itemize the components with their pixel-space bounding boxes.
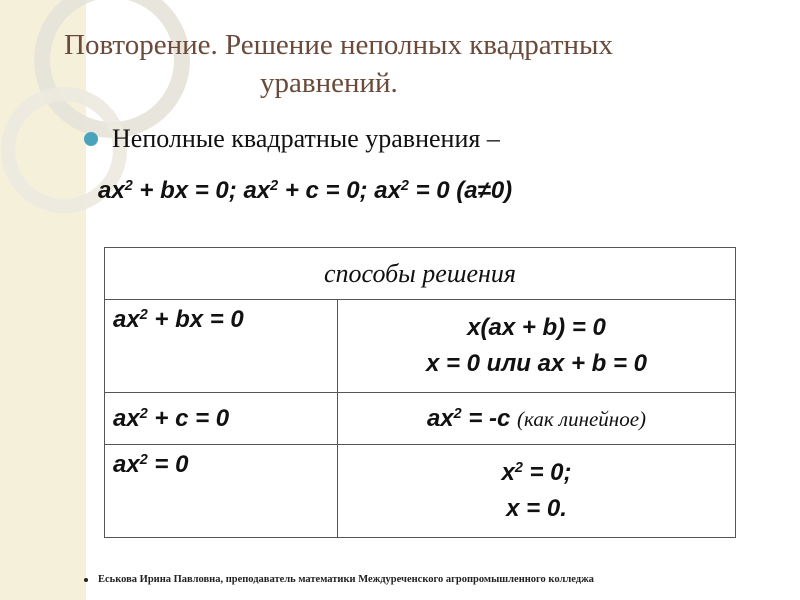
- slide-title: [64, 26, 784, 102]
- footer-credit: [84, 574, 594, 585]
- sol-rest: = 0;: [522, 459, 572, 486]
- solution-cell: [338, 445, 736, 538]
- footer-text: Еськова Ирина Павловна, преподаватель математики Междуреченского агропромышленного колледжа: [98, 574, 594, 585]
- formula-part: + c = 0; ax: [278, 177, 401, 204]
- sol-base: x: [501, 459, 515, 486]
- formula-part: ax: [98, 177, 125, 204]
- solution-cell: [338, 300, 736, 393]
- formula-part: + bx = 0; ax: [132, 177, 271, 204]
- sol-exponent: 2: [453, 405, 462, 422]
- title-line-2: уравнений.: [260, 67, 398, 99]
- eq-rest: + bx = 0: [147, 306, 244, 333]
- formula-line: [98, 177, 512, 205]
- table-row: [105, 393, 736, 445]
- footer-bullet-icon: [84, 578, 88, 582]
- eq-exponent: 2: [139, 452, 148, 469]
- eq-rest: = 0: [147, 451, 189, 478]
- sol-base: ax: [426, 404, 454, 432]
- solution-note: (как линейное): [517, 406, 647, 431]
- eq-base: ax: [113, 404, 140, 432]
- table-row: [105, 300, 736, 393]
- equation-cell: [105, 445, 338, 538]
- sol-rest: = -c: [461, 404, 511, 432]
- table-header: способы решения: [105, 248, 736, 300]
- bullet-dot-icon: [84, 132, 98, 146]
- eq-base: ax: [113, 306, 140, 333]
- table-row: [105, 445, 736, 538]
- bullet-item: [84, 124, 500, 154]
- equation-cell: [105, 393, 338, 445]
- solution-line: x(ax + b) = 0: [467, 314, 606, 341]
- methods-table: [104, 247, 736, 538]
- eq-exponent: 2: [139, 405, 148, 422]
- eq-exponent: 2: [139, 307, 148, 324]
- eq-rest: + c = 0: [147, 404, 230, 432]
- solution-cell: [338, 393, 736, 445]
- solution-line: x = 0.: [506, 495, 567, 522]
- equation-cell: [105, 300, 338, 393]
- bullet-text: Неполные квадратные уравнения –: [112, 124, 500, 153]
- eq-base: ax: [113, 451, 140, 478]
- formula-exponent: 2: [270, 178, 279, 195]
- formula-exponent: 2: [400, 178, 409, 195]
- solution-line: [338, 455, 735, 491]
- formula-part: = 0 (a≠0): [408, 177, 513, 204]
- title-line-1: Повторение. Решение неполных квадратных: [64, 29, 614, 61]
- formula-exponent: 2: [124, 178, 133, 195]
- sol-exponent: 2: [514, 460, 523, 477]
- solution-line: x = 0 или ax + b = 0: [425, 350, 648, 377]
